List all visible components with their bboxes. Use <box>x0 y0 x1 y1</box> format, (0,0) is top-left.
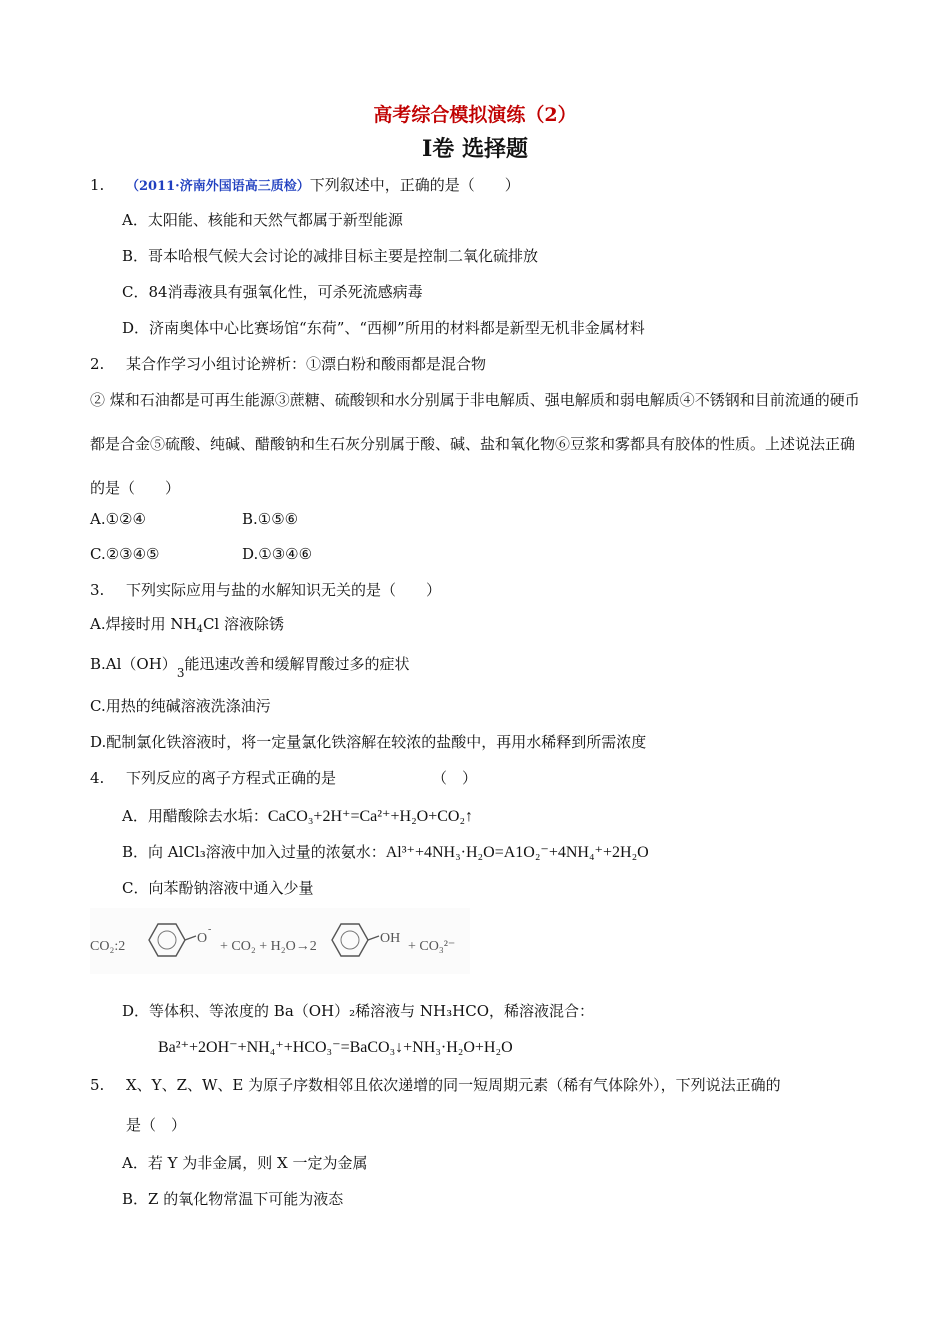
question-1-source: （2011·济南外国语高三质检） <box>126 179 310 194</box>
chemical-equation-image <box>90 908 470 974</box>
question-5-stem-line2: 是（ ） <box>126 1116 187 1134</box>
question-3-stem: 下列实际应用与盐的水解知识无关的是（ ） <box>126 581 442 599</box>
bond-line-icon <box>185 936 196 940</box>
q1-option-b: B．哥本哈根气候大会讨论的减排目标主要是控制二氧化硫排放 <box>122 247 539 265</box>
question-1-stem <box>126 175 520 197</box>
q2-option-c: C.②③④⑤ <box>90 545 160 563</box>
chemical-equation-drawing <box>90 908 470 974</box>
q5-option-b: B．Z 的氧化物常温下可能为液态 <box>122 1190 344 1208</box>
equation-left-text: CO₂:2 <box>90 939 126 954</box>
question-4-number: 4. <box>90 769 105 787</box>
hydroxyl-label: OH <box>380 931 401 946</box>
q4-option-c: C．向苯酚钠溶液中通入少量 <box>122 879 314 897</box>
q3-option-d: D.配制氯化铁溶液时，将一定量氯化铁溶解在较浓的盐酸中，再用水稀释到所需浓度 <box>90 733 647 751</box>
q3-option-c: C.用热的纯碱溶液洗涤油污 <box>90 697 271 715</box>
q3-option-a-sub: 4 <box>196 624 203 635</box>
q2-option-d: D.①③④⑥ <box>242 545 313 563</box>
q2-option-b: B.①⑤⑥ <box>242 510 299 528</box>
q3-option-a <box>90 614 284 640</box>
question-2-stem: 某合作学习小组讨论辨析：①漂白粉和酸雨都是混合物 <box>126 355 487 373</box>
q3-option-b-post: 能迅速改善和缓解胃酸过多的症状 <box>184 655 410 673</box>
question-4-paren: （ ） <box>432 769 478 787</box>
q4-option-a <box>122 806 473 827</box>
equation-middle-text: + CO₂ + H₂O→2 <box>220 939 317 954</box>
question-5-stem-line1: X、Y、Z、W、E 为原子序数相邻且依次递增的同一短周期元素（稀有气体除外），下列说法正确的 <box>126 1076 781 1094</box>
q3-option-b <box>90 654 409 683</box>
benzene-ring-icon <box>332 924 368 956</box>
q4-option-d: D．等体积、等浓度的 Ba（OH）₂稀溶液与 NH₃HCO，稀溶液混合： <box>122 1002 594 1020</box>
q5-option-a: A．若 Y 为非金属，则 X 一定为金属 <box>122 1154 368 1172</box>
q4-option-a-text: A．用醋酸除去水垢： <box>122 807 268 825</box>
oxygen-label: O <box>197 931 208 946</box>
q2-option-a: A.①②④ <box>90 510 146 528</box>
question-5-number: 5. <box>90 1076 105 1094</box>
equation-right-text: + CO₃²⁻ <box>408 939 456 954</box>
question-2-body: ② 煤和石油都是可再生能源③蔗糖、硫酸钡和水分别属于非电解质、强电解质和弱电解质④不锈钢和目前流通的硬币都是合金⑤硫酸、纯碱、醋酸钠和生石灰分别属于酸、碱、盐和氧化物⑥豆浆和雾都具有胶体的性质。上述说法正确的是（ ） <box>90 391 860 497</box>
question-3-number: 3. <box>90 581 105 599</box>
question-1-number: 1. <box>90 176 105 194</box>
q1-option-c: C．84消毒液具有强氧化性，可杀死流感病毒 <box>122 283 423 301</box>
aromatic-circle-icon <box>158 931 176 949</box>
q3-option-b-pre: B.Al（OH） <box>90 655 177 673</box>
q3-option-a-pre: A.焊接时用 NH <box>90 615 197 633</box>
page-title: 高考综合模拟演练（2） <box>373 104 577 126</box>
q4-option-d-equation: Ba²⁺+2OH⁻+NH₄⁺+HCO₃⁻=BaCO₃↓+NH₃·H₂O+H₂O <box>158 1039 513 1056</box>
aromatic-circle-icon <box>341 931 359 949</box>
question-1-text: 下列叙述中，正确的是（ ） <box>309 176 520 194</box>
q3-option-b-sub: 3 <box>176 666 185 680</box>
bond-line-icon <box>368 936 379 940</box>
q3-option-a-post: Cl 溶液除锈 <box>202 615 284 633</box>
question-4-stem: 下列反应的离子方程式正确的是 <box>126 769 337 787</box>
q1-option-a: A．太阳能、核能和天然气都属于新型能源 <box>122 211 403 229</box>
q1-option-d: D．济南奥体中心比赛场馆“东荷”、“西柳”所用的材料都是新型无机非金属材料 <box>122 319 645 337</box>
question-2-number: 2. <box>90 355 105 373</box>
q4-option-b-text: B．向 AlCl₃溶液中加入过量的浓氨水： <box>122 843 386 861</box>
q4-option-b-equation: Al³⁺+4NH₃·H₂O=A1O₂⁻+4NH₄⁺+2H₂O <box>385 844 649 861</box>
q4-option-a-equation: CaCO₃+2H⁺=Ca²⁺+H₂O+CO₂↑ <box>267 808 474 825</box>
benzene-ring-icon <box>149 924 185 956</box>
section-heading: Ⅰ卷 选择题 <box>422 136 528 162</box>
q4-option-b <box>122 842 649 863</box>
charge-label: - <box>208 924 212 935</box>
